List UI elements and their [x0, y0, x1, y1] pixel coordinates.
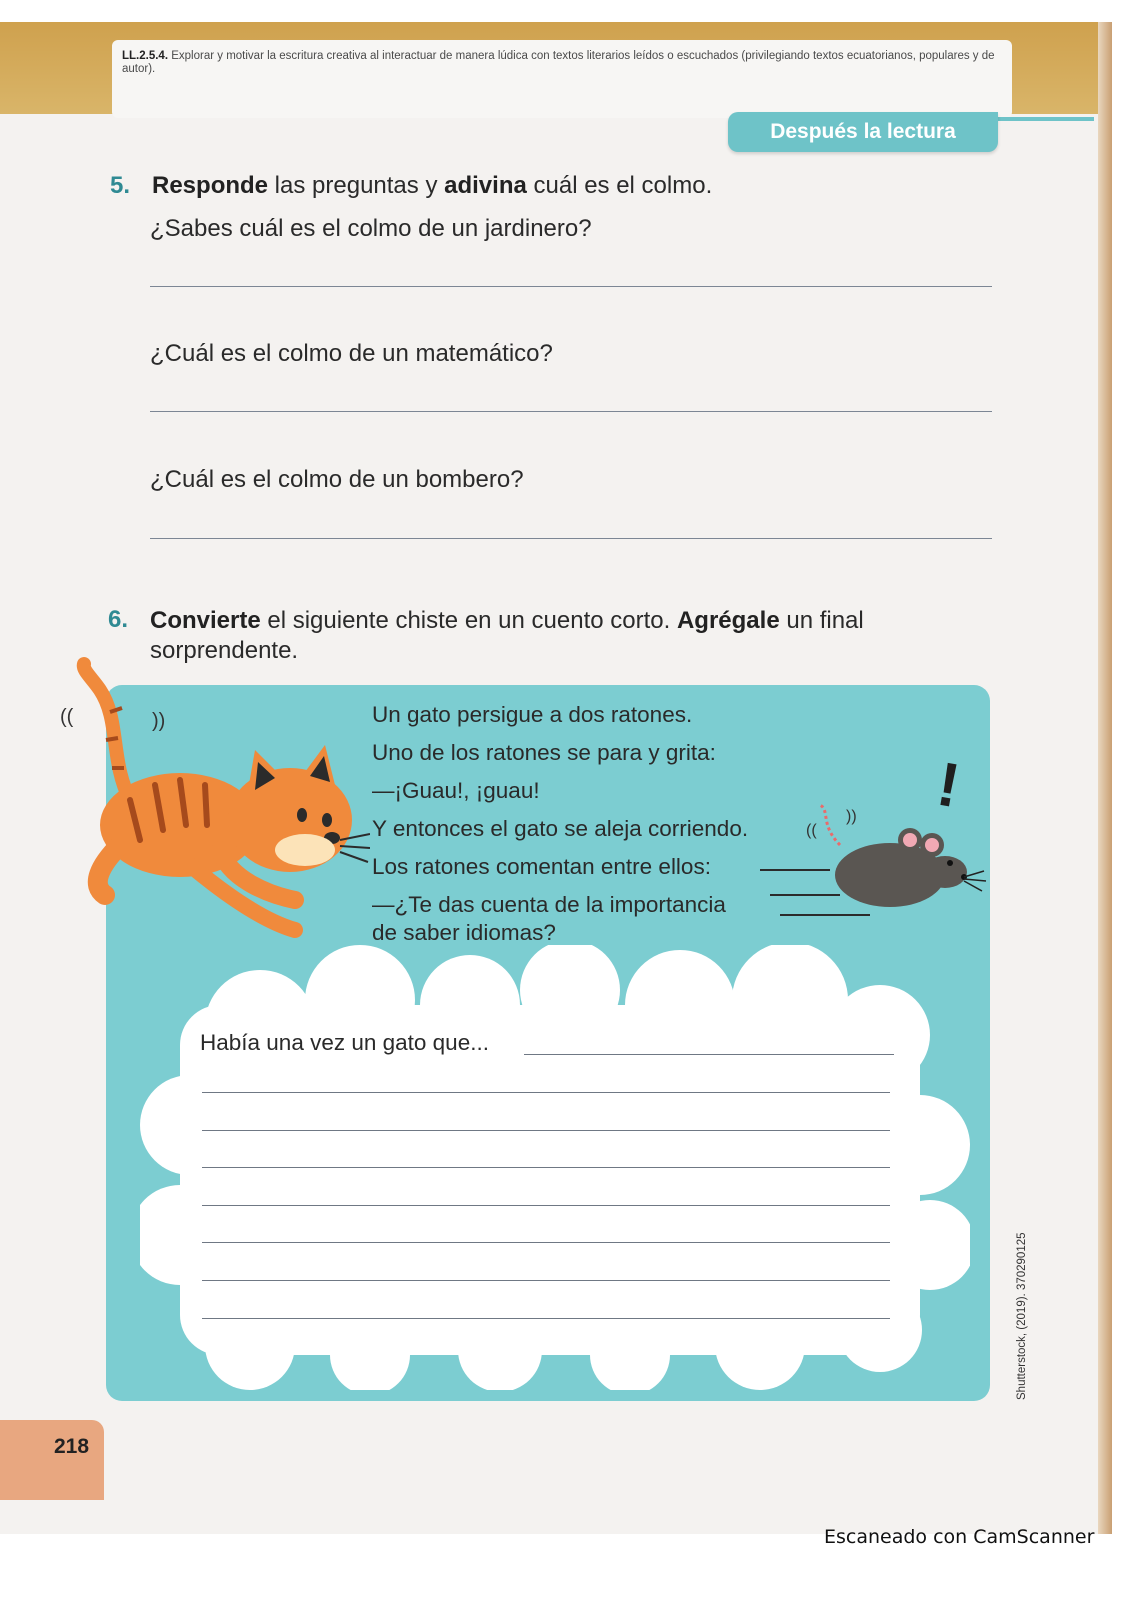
- skill-text: Explorar y motivar la escritura creativa al interactuar de manera lúdica con textos literarios leídos o escuchados (privilegiando textos ecuatorianos, populares y de autor).: [122, 50, 995, 75]
- image-credit: Shutterstock, (2019). 370290125: [1016, 1232, 1028, 1400]
- page-number-tab: [0, 1420, 104, 1500]
- story-writing-line[interactable]: [202, 1280, 890, 1281]
- story-writing-line[interactable]: [202, 1167, 890, 1168]
- q6-verb-agregale: Agrégale: [676, 607, 780, 634]
- story-writing-line[interactable]: [202, 1130, 890, 1131]
- page-edge: [1098, 22, 1112, 1534]
- question-5-prompt: [152, 172, 712, 200]
- story-writing-line[interactable]: [202, 1092, 890, 1093]
- q6-verb-convierte: Convierte: [150, 607, 261, 634]
- joke-line: de saber idiomas?: [372, 920, 556, 945]
- q5-end: cuál es el colmo.: [526, 172, 713, 199]
- joke-line: Los ratones comentan entre ellos:: [372, 854, 711, 879]
- joke-line: Y entonces el gato se aleja corriendo.: [372, 816, 749, 841]
- answer-line-5b[interactable]: [150, 411, 992, 412]
- story-writing-line[interactable]: [202, 1205, 890, 1206]
- joke-line: —¡Guau!, ¡guau!: [372, 778, 540, 803]
- sound-mark-right: )): [152, 710, 166, 732]
- answer-line-5c[interactable]: [150, 538, 992, 539]
- question-5b: ¿Cuál es el colmo de un matemático?: [150, 340, 553, 367]
- skill-statement: [112, 40, 1012, 118]
- story-writing-line[interactable]: [202, 1242, 890, 1243]
- question-5-number: 5.: [110, 172, 131, 199]
- scanner-watermark: Escaneado con CamScanner: [824, 1526, 1095, 1548]
- story-writing-line[interactable]: [524, 1054, 894, 1055]
- sound-mark-left: ((: [60, 706, 74, 728]
- q5-verb-responde: Responde: [152, 172, 269, 199]
- story-start-prompt: Había una vez un gato que...: [200, 1030, 489, 1055]
- mouse-sound-left: ((: [806, 822, 817, 839]
- skill-code: LL.2.5.4.: [122, 50, 169, 62]
- story-writing-line[interactable]: [202, 1318, 890, 1319]
- question-5a: ¿Sabes cuál es el colmo de un jardinero?: [150, 215, 592, 242]
- mouse-sound-right: )): [846, 808, 857, 825]
- q6-line2: sorprendente.: [150, 637, 299, 664]
- question-5c: ¿Cuál es el colmo de un bombero?: [150, 466, 524, 493]
- joke-line: Un gato persigue a dos ratones.: [372, 702, 693, 727]
- q5-verb-adivina: adivina: [444, 172, 527, 199]
- cat-illustration: [70, 650, 370, 950]
- q6-end: un final: [779, 607, 864, 634]
- section-tab-line: [990, 117, 1094, 121]
- joke-line: —¿Te das cuenta de la importancia: [372, 892, 726, 917]
- answer-line-5a[interactable]: [150, 286, 992, 287]
- q6-mid: el siguiente chiste en un cuento corto.: [260, 607, 677, 634]
- question-6-number: 6.: [108, 606, 129, 633]
- exclamation-mark: !: [932, 749, 965, 822]
- section-tab: Después la lectura: [728, 112, 998, 152]
- joke-text: [372, 696, 792, 946]
- joke-line: Uno de los ratones se para y grita:: [372, 740, 716, 765]
- q5-mid: las preguntas y: [268, 172, 445, 199]
- page-number: 218: [54, 1435, 90, 1458]
